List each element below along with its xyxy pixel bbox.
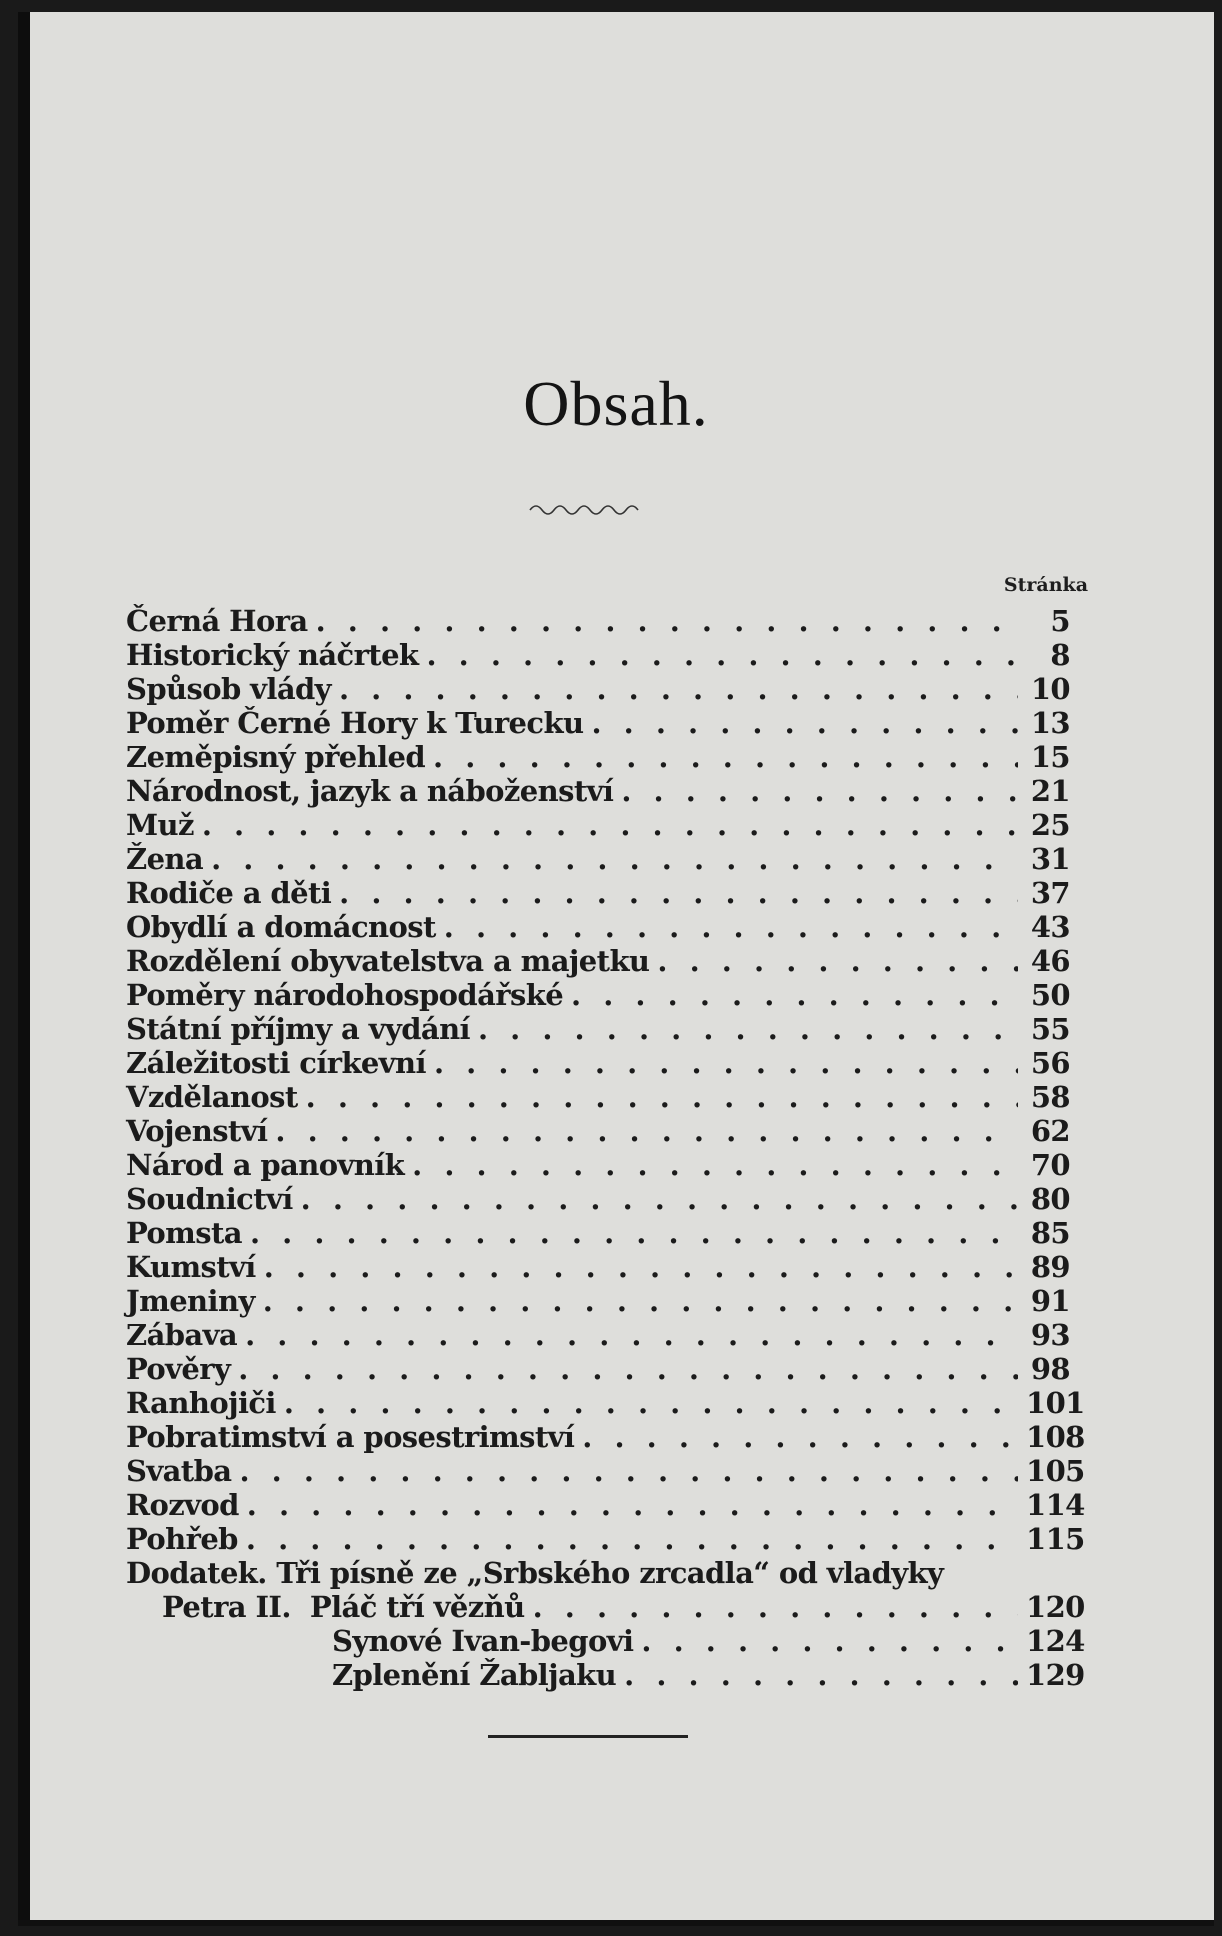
toc-page: 120 (1026, 1590, 1085, 1624)
toc-label: Rozvod (126, 1488, 239, 1522)
toc-page: 10 (1030, 672, 1070, 706)
toc-page: 93 (1030, 1318, 1070, 1352)
leader-dots (247, 1488, 1018, 1522)
toc-label: Národnost, jazyk a náboženství (126, 774, 614, 808)
leader-dots (621, 774, 1018, 808)
toc-page: 85 (1030, 1216, 1070, 1250)
toc-label: Poměr Černé Hory k Turecku (126, 706, 584, 740)
leader-dots (239, 1454, 1018, 1488)
toc-row[interactable] (126, 1114, 1070, 1148)
toc-row[interactable] (126, 638, 1070, 672)
page-title: Obsah. (523, 368, 709, 439)
leader-dots (426, 638, 1018, 672)
toc-page: 21 (1030, 774, 1070, 808)
leader-dots (657, 944, 1018, 978)
toc-row[interactable] (126, 876, 1070, 910)
wave-ornament-icon (528, 500, 648, 516)
toc-label: Záležitosti církevní (126, 1046, 426, 1080)
toc-label: Národ a panovník (126, 1148, 405, 1182)
leader-dots (641, 1624, 1018, 1658)
leader-dots (624, 1658, 1018, 1692)
toc-page: 115 (1026, 1522, 1085, 1556)
toc-page: 5 (1050, 604, 1070, 638)
toc-page: 124 (1026, 1624, 1085, 1658)
leader-dots (250, 1216, 1018, 1250)
toc-label: Obydlí a domácnost (126, 910, 436, 944)
toc-row[interactable] (126, 1318, 1070, 1352)
leader-dots (591, 706, 1018, 740)
leader-dots (211, 842, 1018, 876)
toc-label: Zábava (126, 1318, 238, 1352)
toc-row[interactable] (126, 808, 1070, 842)
toc-row[interactable] (126, 842, 1070, 876)
toc-label: Pohřeb (126, 1522, 238, 1556)
toc-row[interactable] (126, 774, 1070, 808)
toc-page: 8 (1050, 638, 1070, 672)
toc-row[interactable] (126, 740, 1070, 774)
toc-page: 114 (1026, 1488, 1085, 1522)
toc-row[interactable] (126, 1352, 1070, 1386)
leader-dots (434, 1046, 1018, 1080)
page-column-header: Stránka (1003, 574, 1088, 596)
toc-label: Svatba (126, 1454, 232, 1488)
leader-dots (339, 876, 1018, 910)
toc-page: 56 (1030, 1046, 1070, 1080)
toc-row[interactable] (126, 1454, 1085, 1488)
toc-row[interactable] (126, 1658, 1085, 1692)
toc-label: Vzdělanost (126, 1080, 298, 1114)
toc-label: Kumství (126, 1250, 256, 1284)
leader-dots (582, 1420, 1018, 1454)
toc-row[interactable] (126, 1046, 1070, 1080)
toc-label: Státní příjmy a vydání (126, 1012, 470, 1046)
toc-label: Pomsta (126, 1216, 242, 1250)
leader-dots (433, 740, 1018, 774)
toc-row[interactable] (126, 910, 1070, 944)
leader-dots (306, 1080, 1018, 1114)
toc-row[interactable] (126, 1590, 1085, 1624)
toc-row[interactable] (126, 1488, 1085, 1522)
toc-label: Jmeniny (126, 1284, 255, 1318)
toc-page: 37 (1030, 876, 1070, 910)
toc-page: 101 (1026, 1386, 1085, 1420)
toc-label: Zeměpisný přehled (126, 740, 426, 774)
toc-page: 50 (1030, 978, 1070, 1012)
toc-page: 55 (1030, 1012, 1070, 1046)
toc-label: Spůsob vlády (126, 672, 331, 706)
toc-page: 91 (1030, 1284, 1070, 1318)
toc-row[interactable] (126, 1080, 1070, 1114)
leader-dots (301, 1182, 1018, 1216)
leader-dots (238, 1352, 1018, 1386)
leader-dots (264, 1250, 1018, 1284)
toc-label: Černá Hora (126, 604, 308, 638)
toc-page: 46 (1030, 944, 1070, 978)
appendix-author: Petra II. (162, 1590, 291, 1624)
toc-page: 70 (1030, 1148, 1070, 1182)
toc-label: Zplenění Žabljaku (332, 1658, 617, 1692)
toc-row[interactable] (126, 604, 1070, 638)
toc-label: Muž (126, 808, 194, 842)
toc-page: 108 (1026, 1420, 1085, 1454)
toc-label: Rodiče a děti (126, 876, 332, 910)
toc-row[interactable] (126, 1182, 1070, 1216)
toc-page: 15 (1030, 740, 1070, 774)
toc-page: 98 (1030, 1352, 1070, 1386)
appendix-intro: Dodatek. Tři písně ze „Srbského zrcadla“ od vladyky (126, 1556, 944, 1590)
toc-label: Rozdělení obyvatelstva a majetku (126, 944, 650, 978)
table-of-contents (126, 604, 1085, 1692)
toc-label: Žena (126, 842, 204, 876)
toc-label: Pláč tří vězňů (309, 1590, 525, 1624)
leader-dots (284, 1386, 1018, 1420)
appendix-intro-row (126, 1556, 1070, 1590)
leader-dots (571, 978, 1018, 1012)
toc-page: 25 (1030, 808, 1070, 842)
leader-dots (339, 672, 1018, 706)
toc-row[interactable] (126, 944, 1070, 978)
leader-dots (412, 1148, 1018, 1182)
leader-dots (444, 910, 1018, 944)
leader-dots (478, 1012, 1018, 1046)
leader-dots (316, 604, 1018, 638)
toc-row[interactable] (126, 1012, 1070, 1046)
toc-label: Poměry národohospodářské (126, 978, 564, 1012)
toc-label: Synové Ivan-begovi (332, 1624, 634, 1658)
toc-label: Soudnictví (126, 1182, 293, 1216)
toc-row[interactable] (126, 1624, 1085, 1658)
leader-dots (246, 1522, 1018, 1556)
toc-page: 129 (1026, 1658, 1085, 1692)
book-page (18, 12, 1214, 1926)
toc-row[interactable] (126, 1284, 1070, 1318)
toc-row[interactable] (126, 1420, 1085, 1454)
toc-row[interactable] (126, 672, 1070, 706)
toc-label: Vojenství (126, 1114, 268, 1148)
toc-label: Historický náčrtek (126, 638, 419, 672)
toc-label: Ranhojiči (126, 1386, 276, 1420)
toc-page: 58 (1030, 1080, 1070, 1114)
toc-label: Pobratimství a posestrimství (126, 1420, 575, 1454)
toc-page: 89 (1030, 1250, 1070, 1284)
toc-row[interactable] (126, 1386, 1085, 1420)
toc-row[interactable] (126, 706, 1070, 740)
closing-rule (488, 1735, 688, 1738)
toc-page: 80 (1030, 1182, 1070, 1216)
toc-page: 31 (1030, 842, 1070, 876)
page-left-edge (18, 12, 30, 1926)
leader-dots (275, 1114, 1018, 1148)
leader-dots (245, 1318, 1018, 1352)
toc-page: 105 (1026, 1454, 1085, 1488)
toc-row[interactable] (126, 1216, 1070, 1250)
leader-dots (263, 1284, 1018, 1318)
toc-row[interactable] (126, 1522, 1085, 1556)
page-bottom-edge (18, 1920, 1214, 1926)
toc-row[interactable] (126, 1148, 1070, 1182)
toc-page: 43 (1030, 910, 1070, 944)
toc-label: Pověry (126, 1352, 231, 1386)
toc-page: 62 (1030, 1114, 1070, 1148)
toc-page: 13 (1030, 706, 1070, 740)
leader-dots (202, 808, 1018, 842)
toc-row[interactable] (126, 978, 1070, 1012)
toc-row[interactable] (126, 1250, 1070, 1284)
leader-dots (533, 1590, 1018, 1624)
